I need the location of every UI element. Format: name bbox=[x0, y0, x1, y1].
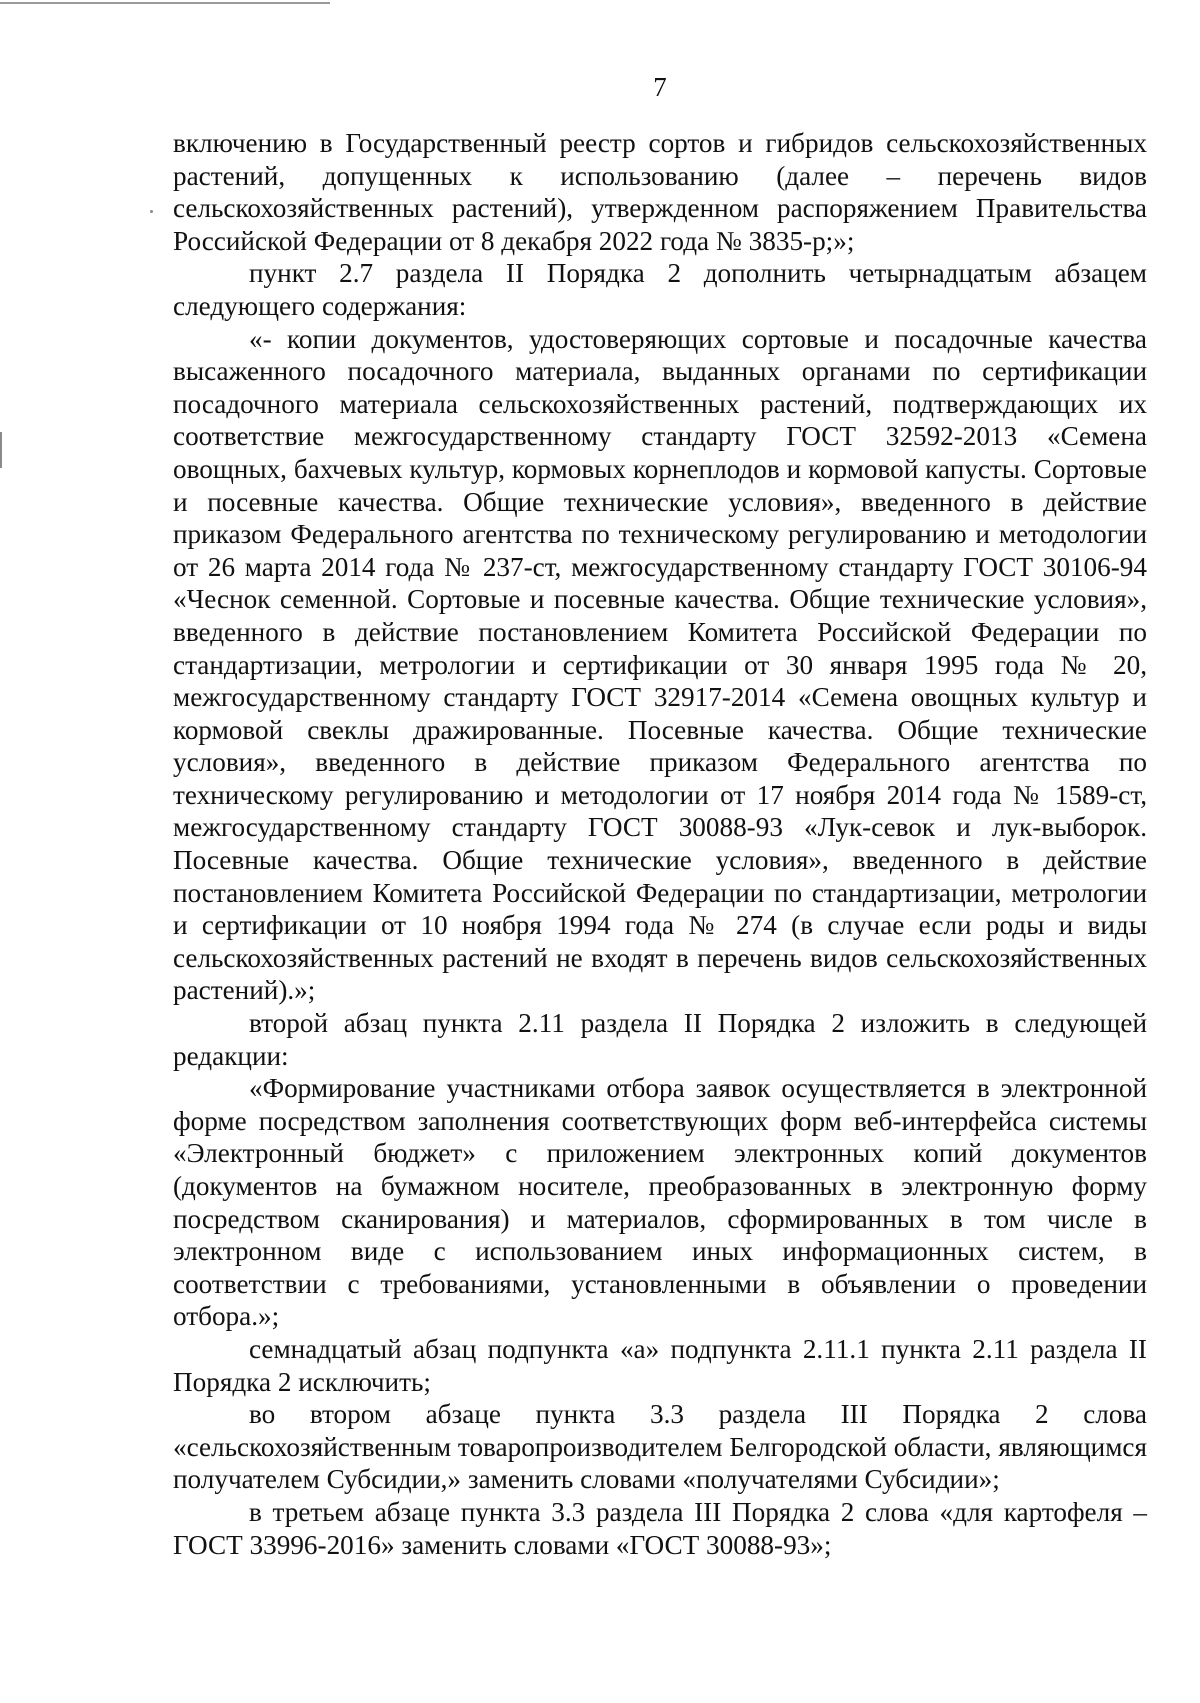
document-body bbox=[173, 127, 1147, 1561]
paragraph-amendment-3-3-third: в третьем абзаце пункта 3.3 раздела III Порядка 2 слова «для картофеля – ГОСТ 33996-2016» заменить словами «ГОСТ 30088-93»; bbox=[173, 1496, 1147, 1560]
scan-margin-mark bbox=[0, 432, 2, 468]
paragraph-continuation: включению в Государственный реестр сортов и гибридов сельскохозяйственных растений, допущенных к использованию (далее – перечень видов сельскохозяйственных растений), утвержденном распоряжением Правительства Российской Федерации от 8 декабря 2022 года № 3835-р;»; bbox=[173, 128, 1147, 256]
paragraph-exclusion: семнадцатый абзац подпункта «а» подпункта 2.11.1 пункта 2.11 раздела II Порядка 2 исключить; bbox=[173, 1333, 1147, 1397]
paragraph-amendment-3-3-second: во втором абзаце пункта 3.3 раздела III Порядка 2 слова «сельскохозяйственным товаропроизводителем Белгородской области, являющимся получателем Субсидии,» заменить словами «получателями Субсидии»; bbox=[173, 1399, 1147, 1495]
paragraph-quoted-addition: «- копии документов, удостоверяющих сортовые и посадочные качества высаженного посадочного материала, выданных органами по сертификации посадочного материала сельскохозяйственных растений, подтверждающих их соответствие межгосударственному стандарту ГОСТ 32592-2013 «Семена овощных, бахчевых культур, кормовых корнеплодов и кормовой капусты. Сортовые и посевные качества. Общие технические условия», введенного в действие приказом Федерального агентства по техническому регулированию и методологии от 26 марта 2014 года № 237-ст, межгосударственному стандарту ГОСТ 30106-94 «Чеснок семенной. Сортовые и посевные качества. Общие технические условия», введенного в действие постановлением Комитета Российской Федерации по стандартизации, метрологии и сертификации от 30 января 1995 года № 20, межгосударственному стандарту ГОСТ 32917-2014 «Семена овощных культур и кормовой свеклы дражированные. Посевные качества. Общие технические условия», введенного в действие приказом Федерального агентства по техническому регулированию и методологии от 17 ноября 2014 года № 1589-ст, межгосударственному стандарту ГОСТ 30088-93 «Лук-севок и лук-выборок. Посевные качества. Общие технические условия», введенного в действие постановлением Комитета Российской Федерации по стандартизации, метрологии и сертификации от 10 ноября 1994 года № 274 (в случае если роды и виды сельскохозяйственных растений не входят в перечень видов сельскохозяйственных растений).»; bbox=[173, 323, 1147, 1006]
paragraph-quoted-new-wording: «Формирование участниками отбора заявок осуществляется в электронной форме посредством заполнения соответствующих форм веб-интерфейса системы «Электронный бюджет» с приложением электронных копий документов (документов на бумажном носителе, преобразованных в электронную форму посредством сканирования) и материалов, сформированных в том числе в электронном виде с использованием иных информационных систем, в соответствии с требованиями, установленными в объявлении о проведении отбора.»; bbox=[173, 1073, 1147, 1332]
scan-edge-line bbox=[0, 2, 330, 4]
page-number: 7 bbox=[653, 72, 667, 102]
paragraph-amendment-2-7: пункт 2.7 раздела II Порядка 2 дополнить четырнадцатым абзацем следующего содержания: bbox=[173, 258, 1147, 321]
paragraph-amendment-2-11: второй абзац пункта 2.11 раздела II Порядка 2 изложить в следующей редакции: bbox=[173, 1008, 1147, 1071]
scan-margin-mark bbox=[150, 210, 153, 213]
